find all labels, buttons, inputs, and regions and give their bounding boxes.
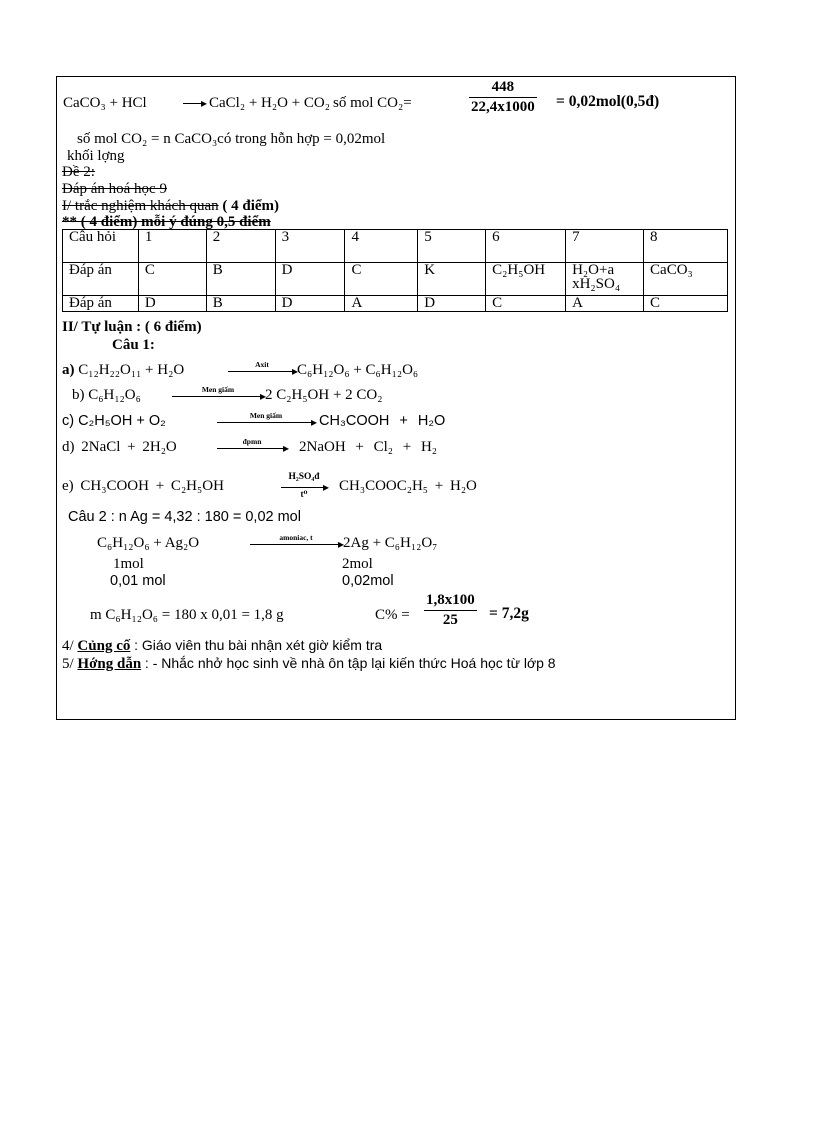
mass-line: m C₆H₁₂O₆ = 180 x 0,01 = 1,8 g bbox=[90, 607, 284, 623]
c-percent-result: = 7,2g bbox=[489, 605, 529, 622]
answer-table bbox=[62, 229, 728, 312]
reaction-arrow-c: Men giấm ▸ bbox=[217, 415, 315, 429]
table-cell: CaCO₃ bbox=[644, 263, 728, 296]
part1-subheading: ** ( 4 điểm) mỗi ý đúng 0,5 điểm bbox=[62, 214, 271, 230]
header-cell: 7 bbox=[566, 230, 644, 263]
table-header-row bbox=[63, 230, 728, 263]
header-cell: 2 bbox=[206, 230, 275, 263]
equation-f-products: 2Ag + C₆H₁₂O₇ bbox=[343, 535, 438, 551]
equation-c: c) C₂H₅OH + O₂ bbox=[62, 413, 166, 429]
equation-e: e) CH₃COOH + C₂H₅OH bbox=[62, 478, 224, 494]
table-row bbox=[63, 263, 728, 296]
equation-f: C₆H₁₂O₆ + Ag₂O bbox=[97, 535, 200, 551]
equation-a-products: C₆H₁₂O₆ + C₆H₁₂O₆ bbox=[297, 362, 419, 378]
dap-an-title: Đáp án hoá học 9 bbox=[62, 181, 167, 197]
part2-heading: II/ Tự luận : ( 6 điểm) bbox=[62, 319, 202, 335]
table-cell: D bbox=[138, 296, 206, 312]
table-cell: D bbox=[418, 296, 486, 312]
header-cell: 3 bbox=[275, 230, 345, 263]
mol-caco3-line: số mol CO₂ = n CaCO₃có trong hỗn hợp = 0,02mol bbox=[77, 131, 386, 147]
cau-2-line: Câu 2 : n Ag = 4,32 : 180 = 0,02 mol bbox=[68, 509, 301, 525]
header-cell: 6 bbox=[486, 230, 566, 263]
mol-result: = 0,02mol(0,5đ) bbox=[556, 93, 660, 110]
fraction-numerator: 448 bbox=[469, 79, 537, 98]
equation-b-products: 2 C₂H₅OH + 2 CO₂ bbox=[265, 387, 383, 403]
reaction-arrow-b: Men giấm ▸ bbox=[172, 389, 264, 403]
reaction-products: CaCl₂ + H₂O + CO₂ bbox=[209, 95, 330, 111]
reaction-arrow-a: Axit ▸ bbox=[228, 364, 296, 378]
reaction-arrow-d: đpmn ▸ bbox=[217, 441, 287, 455]
table-cell: C₂H₅OH bbox=[486, 263, 566, 296]
table-cell: A bbox=[566, 296, 644, 312]
equation-a: a) C₁₂H₂₂O₁₁ + H₂O bbox=[62, 362, 185, 378]
huong-dan-line: 5/ Hớng dẫn : - Nhắc nhở học sinh về nhà ôn tập lại kiến thức Hoá học từ lớp 8 bbox=[62, 655, 556, 672]
header-cell: Câu hỏi bbox=[63, 230, 139, 263]
table-cell: C bbox=[138, 263, 206, 296]
header-cell: 4 bbox=[345, 230, 418, 263]
mol-left-2: 0,01 mol bbox=[110, 573, 166, 589]
equation-d-products: 2NaOH + Cl₂ + H₂ bbox=[299, 439, 438, 455]
table-cell: C bbox=[345, 263, 418, 296]
c-percent-label: C% = bbox=[375, 607, 410, 623]
de-2-heading: Đề 2: bbox=[62, 164, 95, 180]
reaction-arrow-e: H₂SO₄đ ▸ t⁰ bbox=[281, 480, 327, 494]
mol-right-1: 2mol bbox=[342, 556, 373, 572]
table-cell: K bbox=[418, 263, 486, 296]
table-cell: Đáp án bbox=[63, 296, 139, 312]
khoi-luong-line: khối lợng bbox=[67, 148, 125, 164]
reaction-arrow: ▸ bbox=[183, 96, 205, 110]
mol-right-2: 0,02mol bbox=[342, 573, 394, 589]
equation-b: b) C₆H₁₂O₆ bbox=[72, 387, 141, 403]
table-cell: D bbox=[275, 296, 345, 312]
table-row bbox=[63, 296, 728, 312]
cung-co-line: 4/ Củng cố : Giáo viên thu bài nhận xét giờ kiểm tra bbox=[62, 637, 383, 654]
header-cell: 8 bbox=[644, 230, 728, 263]
reaction-caco3-hcl bbox=[63, 95, 147, 112]
c-percent-fraction: $\frac{1,8x100}{25}$ bbox=[426, 592, 475, 628]
table-cell: H₂O+a xH₂SO₄ bbox=[566, 263, 644, 296]
fraction-denominator: 22,4x1000 bbox=[471, 99, 535, 115]
equation-e-products: CH₃COOC₂H₅ + H₂O bbox=[339, 478, 477, 494]
equation-c-products: CH₃COOH + H₂O bbox=[319, 413, 446, 429]
equation-d: d) 2NaCl + 2H₂O bbox=[62, 439, 177, 455]
fraction-mol-co2 bbox=[469, 79, 537, 116]
reactants: CaCO₃ + HCl bbox=[63, 95, 147, 111]
part1-heading: I/ trắc nghiệm khách quan ( 4 điểm) bbox=[62, 198, 280, 214]
table-cell: A bbox=[345, 296, 418, 312]
table-cell: B bbox=[206, 263, 275, 296]
header-cell: 5 bbox=[418, 230, 486, 263]
table-cell: Đáp án bbox=[63, 263, 139, 296]
cau-1-heading: Câu 1: bbox=[112, 337, 155, 353]
table-cell: C bbox=[486, 296, 566, 312]
mol-left-1: 1mol bbox=[113, 556, 144, 572]
header-cell: 1 bbox=[138, 230, 206, 263]
mol-co2-label: số mol CO₂= bbox=[333, 95, 412, 111]
reaction-arrow-f: amoniac, t ▸ bbox=[250, 537, 342, 551]
table-cell: C bbox=[644, 296, 728, 312]
table-cell: B bbox=[206, 296, 275, 312]
table-cell: D bbox=[275, 263, 345, 296]
